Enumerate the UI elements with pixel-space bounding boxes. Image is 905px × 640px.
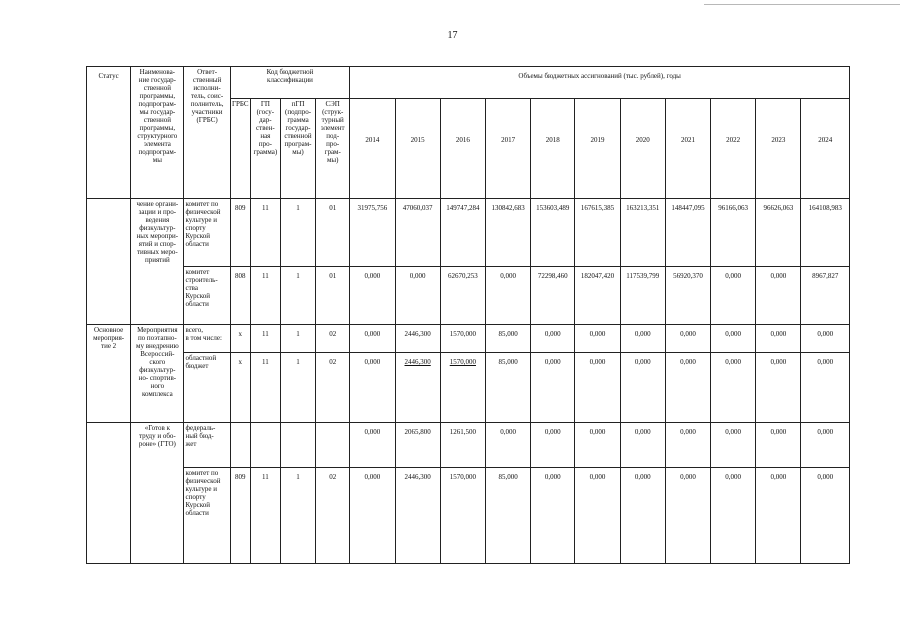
header-volumes: Объемы бюджетных ассигнований (тыс. рублей), годы: [350, 67, 850, 99]
value-cell: 0,000: [620, 325, 665, 353]
gp-cell: 11: [250, 353, 280, 423]
value-cell: 0,000: [531, 468, 575, 564]
value-cell: 0,000: [801, 353, 850, 423]
value-cell: 72298,460: [531, 267, 575, 325]
value-cell: 0,000: [350, 353, 395, 423]
value-cell: 0,000: [350, 423, 395, 468]
value-cell: 167615,385: [575, 199, 620, 267]
value-cell: 0,000: [665, 468, 710, 564]
status-cell: [87, 199, 131, 325]
sep-cell: 01: [316, 199, 350, 267]
table-row: [87, 353, 850, 423]
value-cell: 0,000: [756, 353, 801, 423]
value-cell: 0,000: [801, 423, 850, 468]
year-2015: 2015: [395, 99, 440, 199]
pgp-cell: 1: [280, 353, 315, 423]
value-cell: 0,000: [756, 267, 801, 325]
value-cell: 56920,370: [665, 267, 710, 325]
value-cell: 130842,683: [485, 199, 530, 267]
grbs-cell: 809: [230, 468, 250, 564]
gp-cell: [250, 423, 280, 468]
grbs-cell: 809: [230, 199, 250, 267]
value-cell: 2446,300: [395, 325, 440, 353]
value-cell: 0,000: [350, 267, 395, 325]
sep-cell: 01: [316, 267, 350, 325]
value-cell: 0,000: [711, 325, 756, 353]
value-cell: 2446,300: [395, 468, 440, 564]
year-2023: 2023: [756, 99, 801, 199]
value-cell: 0,000: [395, 267, 440, 325]
executor-cell: областной бюджет: [184, 353, 230, 423]
grbs-cell: 808: [230, 267, 250, 325]
sep-cell: [316, 423, 350, 468]
value-cell: 0,000: [756, 468, 801, 564]
year-2019: 2019: [575, 99, 620, 199]
year-2017: 2017: [485, 99, 530, 199]
value-cell: 117539,799: [620, 267, 665, 325]
value-cell: 0,000: [620, 353, 665, 423]
value-cell: 0,000: [711, 353, 756, 423]
value-cell: 85,000: [485, 325, 530, 353]
value-cell: 0,000: [620, 423, 665, 468]
year-2016: 2016: [440, 99, 485, 199]
value-cell: 164108,983: [801, 199, 850, 267]
table-row: [87, 423, 850, 468]
value-cell: 96626,063: [756, 199, 801, 267]
header-pgp: пГП (подпро- грамма государ- ственной програм- мы): [280, 99, 315, 199]
value-cell: 0,000: [485, 423, 530, 468]
pgp-cell: [280, 423, 315, 468]
value-cell: 96166,063: [711, 199, 756, 267]
header-name: Наименова- ние государ- ственной программы, подпрограм- мы государ- ственной программы, структурного элемента подпрограм- мы: [131, 67, 184, 199]
header-executor: Отвeт- ственный исполни- тель, соис- полнитель, участники (ГРБС): [184, 67, 230, 199]
gp-cell: 11: [250, 267, 280, 325]
value-cell: 1570,000: [440, 353, 485, 423]
gp-cell: 11: [250, 199, 280, 267]
header-budget-code: Код бюджетной классификации: [230, 67, 350, 99]
gp-cell: 11: [250, 325, 280, 353]
value-cell: 0,000: [575, 353, 620, 423]
header-gp: ГП (госу- дар- ствен- ная про- грамма): [250, 99, 280, 199]
sep-cell: 02: [316, 325, 350, 353]
value-cell: 0,000: [711, 468, 756, 564]
value-cell: 0,000: [711, 423, 756, 468]
header-row-1: [87, 67, 850, 99]
table-row: [87, 267, 850, 325]
year-2022: 2022: [711, 99, 756, 199]
table-row: [87, 468, 850, 564]
gp-cell: 11: [250, 468, 280, 564]
value-cell: 163213,351: [620, 199, 665, 267]
value-cell: 8967,827: [801, 267, 850, 325]
value-cell: 0,000: [711, 267, 756, 325]
year-2024: 2024: [801, 99, 850, 199]
value-cell: 0,000: [575, 468, 620, 564]
table-row: [87, 199, 850, 267]
name-cell: «Готов к труду и обо- роне» (ГТО): [131, 423, 184, 564]
executor-cell: комитет строитель- ства Курской области: [184, 267, 230, 325]
value-cell: 2446,300: [395, 353, 440, 423]
value-cell: 0,000: [350, 325, 395, 353]
sep-cell: 02: [316, 353, 350, 423]
top-rule: [704, 4, 900, 5]
executor-cell: комитет по физической культуре и спорту Курской области: [184, 468, 230, 564]
value-cell: 0,000: [801, 468, 850, 564]
pgp-cell: 1: [280, 468, 315, 564]
value-cell: 149747,284: [440, 199, 485, 267]
pgp-cell: 1: [280, 199, 315, 267]
value-cell: 0,000: [575, 423, 620, 468]
budget-table: [86, 66, 850, 564]
header-status: Статус: [87, 67, 131, 199]
name-cell: Мероприятия по поэтапно- му внедрению Всероссий- ского физкультур- но- спортив- ного комплекса: [131, 325, 184, 423]
value-cell: 85,000: [485, 468, 530, 564]
value-cell: 1570,000: [440, 325, 485, 353]
status-cell: [87, 423, 131, 564]
sep-cell: 02: [316, 468, 350, 564]
header-grbs: ГРБС: [230, 99, 250, 199]
value-cell: 1261,500: [440, 423, 485, 468]
header-sep: СЭП (струк- турный элемент под- про- грам- мы): [316, 99, 350, 199]
name-cell: чение органи- зации и про- ведения физкультур- ных меропри- ятий и спор- тивных меро- приятий: [131, 199, 184, 325]
year-2021: 2021: [665, 99, 710, 199]
year-2020: 2020: [620, 99, 665, 199]
value-cell: 0,000: [531, 423, 575, 468]
value-cell: 85,000: [485, 353, 530, 423]
value-cell: 0,000: [665, 325, 710, 353]
year-2018: 2018: [531, 99, 575, 199]
value-cell: 62670,253: [440, 267, 485, 325]
value-cell: 0,000: [531, 325, 575, 353]
value-cell: 0,000: [575, 325, 620, 353]
value-cell: 0,000: [350, 468, 395, 564]
executor-cell: федераль- ный бюд- жет: [184, 423, 230, 468]
grbs-cell: [230, 423, 250, 468]
grbs-cell: x: [230, 353, 250, 423]
value-cell: 31975,756: [350, 199, 395, 267]
value-cell: 0,000: [756, 325, 801, 353]
value-cell: 0,000: [801, 325, 850, 353]
status-cell: Основное мероприя- тие 2: [87, 325, 131, 423]
value-cell: 0,000: [620, 468, 665, 564]
executor-cell: всего, в том числе:: [184, 325, 230, 353]
pgp-cell: 1: [280, 267, 315, 325]
value-cell: 0,000: [756, 423, 801, 468]
value-cell: 0,000: [665, 423, 710, 468]
value-cell: 182047,420: [575, 267, 620, 325]
page-number: 17: [447, 30, 458, 41]
value-cell: 1570,000: [440, 468, 485, 564]
value-cell: 148447,095: [665, 199, 710, 267]
table-row: [87, 325, 850, 353]
value-cell: 153603,489: [531, 199, 575, 267]
pgp-cell: 1: [280, 325, 315, 353]
value-cell: 0,000: [531, 353, 575, 423]
year-2014: 2014: [350, 99, 395, 199]
value-cell: 47060,037: [395, 199, 440, 267]
value-cell: 0,000: [665, 353, 710, 423]
value-cell: 0,000: [485, 267, 530, 325]
executor-cell: комитет по физической культуре и спорту Курской области: [184, 199, 230, 267]
value-cell: 2065,800: [395, 423, 440, 468]
grbs-cell: x: [230, 325, 250, 353]
